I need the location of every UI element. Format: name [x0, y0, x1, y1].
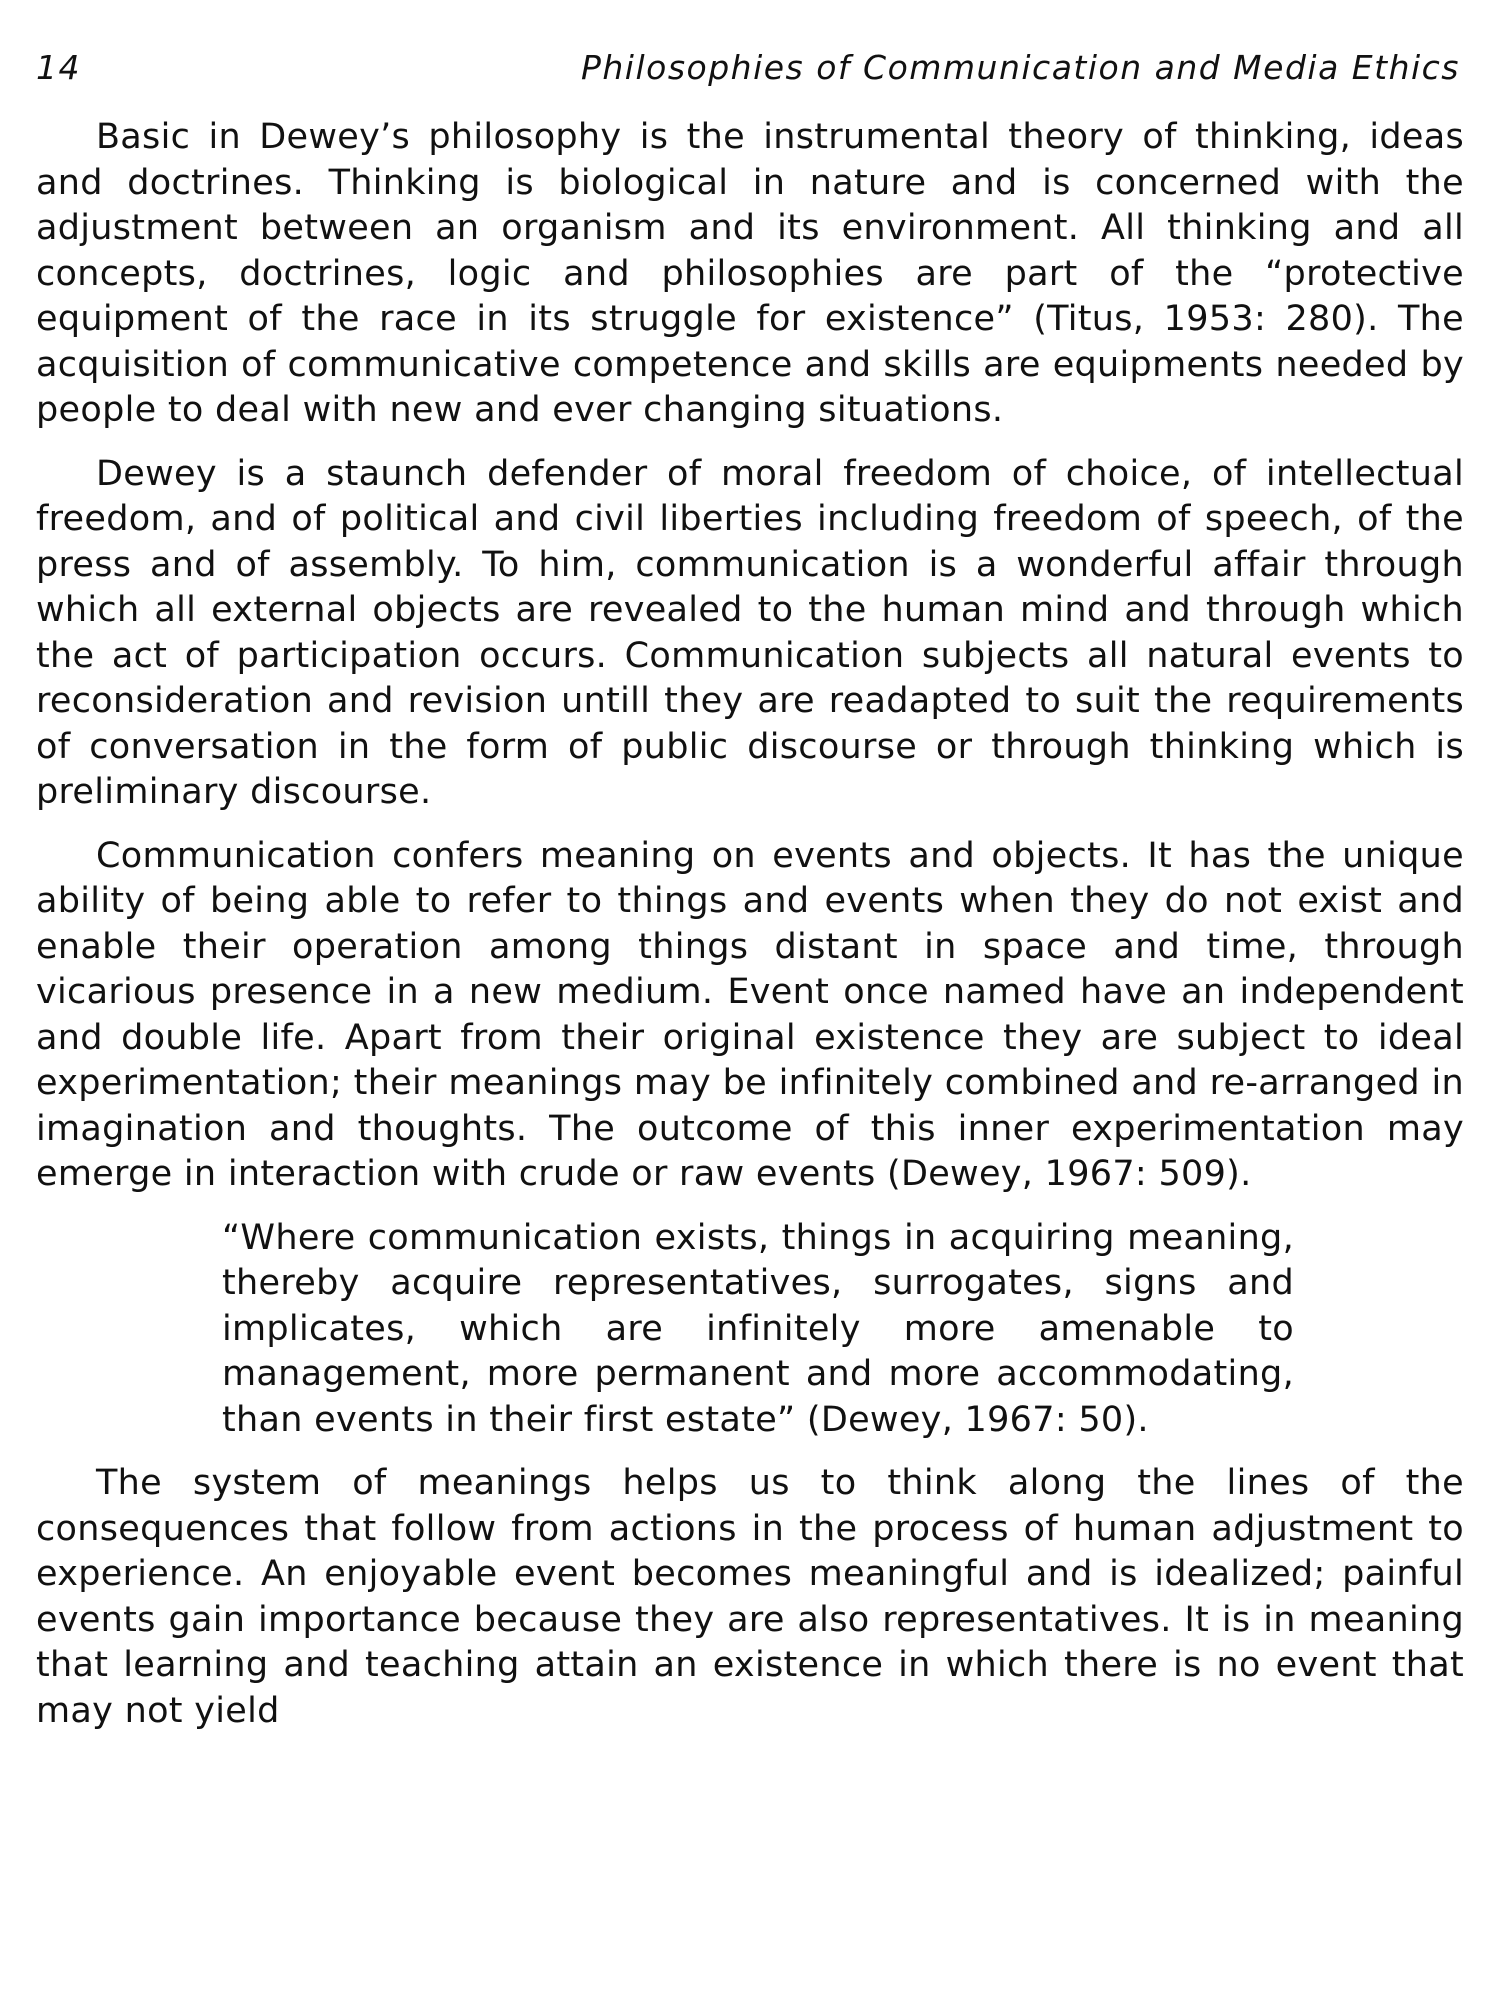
- body-text: [36, 115, 1464, 1752]
- paragraph-moral-freedom: Dewey is a staunch defender of moral freedom of choice, of intellectual freedom, and of political and civil liberties including freedom of speech, of the press and of assembly. To him, communication is a wonderful affair through which all external objects are revealed to the human mind and through which the act of participation occurs. Communication subjects all natural events to reconsideration and revision untill they are readapted to suit the requirements of conversation in the form of public discourse or through thinking which is preliminary discourse.: [36, 453, 1464, 812]
- page-number: 14: [36, 48, 81, 87]
- paragraph-instrumental-theory: Basic in Dewey’s philosophy is the instrumental theory of thinking, ideas and doctrines. Thinking is biological in nature and is concerned with the adjustment between an organism and its environment. All thinking and all concepts, doctrines, logic and philosophies are part of the “protective equipment of the race in its struggle for existence” (Titus, 1953: 280). The acquisition of communicative competence and skills are equipments needed by people to deal with new and ever changing situations.: [36, 117, 1464, 430]
- running-title: Philosophies of Communication and Media Ethics: [580, 48, 1460, 87]
- paragraph-system-of-meanings: The system of meanings helps us to think along the lines of the consequences that follow from actions in the process of human adjustment to experience. An enjoyable event becomes meaningful and is idealized; painful events gain importance because they are also representatives. It is in meaning that learning and teaching attain an existence in which there is no event that may not yield: [36, 1463, 1464, 1731]
- block-quote: “Where communication exists, things in acquiring meaning, thereby acquire representatives, surrogates, signs and implicates, which are infinitely more amenable to management, more permanent and more accommodating, than events in their first estate” (Dewey, 1967: 50).: [222, 1217, 1294, 1440]
- paragraph-communication-meaning: Communication confers meaning on events and objects. It has the unique ability of being able to refer to things and events when they do not exist and enable their operation among things distant in space and time, through vicarious presence in a new medium. Event once named have an independent and double life. Apart from their original existence they are subject to ideal experimentation; their meanings may be infinitely combined and re-arranged in imagination and thoughts. The outcome of this inner experimentation may emerge in interaction with crude or raw events (Dewey, 1967: 509).: [36, 835, 1464, 1194]
- page-header: [36, 48, 1460, 98]
